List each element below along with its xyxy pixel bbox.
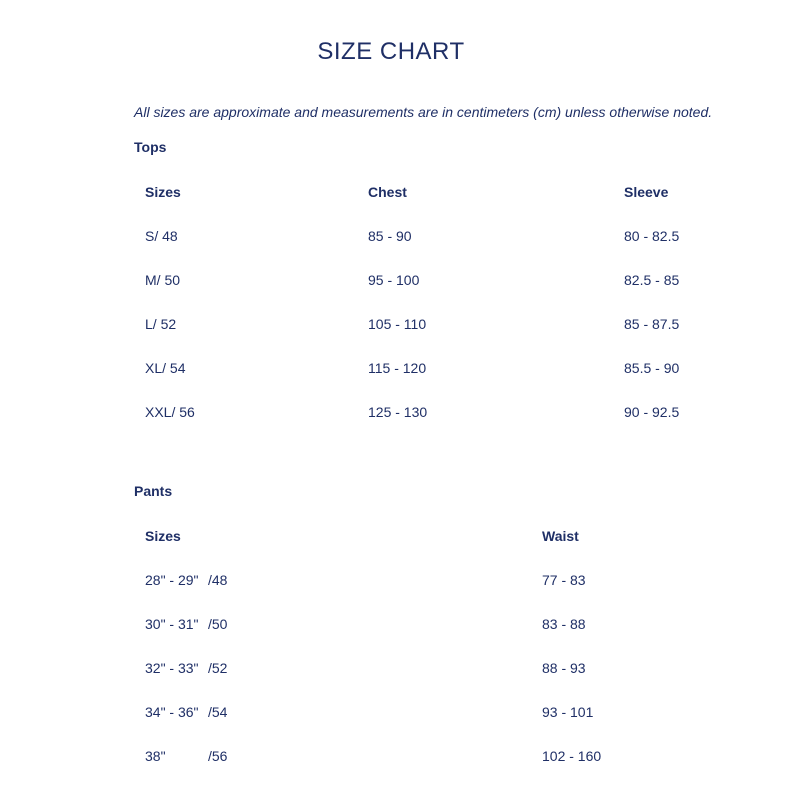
pants-waist: 88 - 93 [542, 660, 586, 676]
pants-table [145, 528, 705, 792]
tops-chest: 115 - 120 [368, 360, 427, 376]
pants-size-inches: 28" - 29" [145, 572, 199, 588]
pants-header-row [145, 528, 705, 572]
pants-heading: Pants [134, 483, 173, 499]
table-row [145, 572, 705, 616]
pants-size-code: /48 [208, 572, 228, 588]
tops-sleeve: 80 - 82.5 [624, 228, 680, 244]
tops-heading: Tops [134, 139, 167, 155]
pants-waist: 93 - 101 [542, 704, 594, 720]
pants-waist: 83 - 88 [542, 616, 586, 632]
measurement-note: All sizes are approximate and measurements are in centimeters (cm) unless otherwise noted. [134, 104, 713, 120]
pants-size-inches: 38" [145, 748, 166, 764]
tops-header-row [145, 184, 705, 228]
tops-sleeve: 82.5 - 85 [624, 272, 680, 288]
table-row [145, 272, 705, 316]
pants-waist: 102 - 160 [542, 748, 602, 764]
table-row [145, 616, 705, 660]
tops-chest: 105 - 110 [368, 316, 427, 332]
pants-size-code: /52 [208, 660, 228, 676]
table-row [145, 316, 705, 360]
table-row [145, 748, 705, 792]
table-row [145, 360, 705, 404]
table-row [145, 704, 705, 748]
tops-col-sizes: Sizes [145, 184, 181, 200]
tops-chest: 95 - 100 [368, 272, 420, 288]
tops-size: L/ 52 [145, 316, 177, 332]
table-row [145, 228, 705, 272]
table-row [145, 404, 705, 448]
pants-size-code: /50 [208, 616, 228, 632]
pants-waist: 77 - 83 [542, 572, 586, 588]
tops-col-sleeve: Sleeve [624, 184, 669, 200]
pants-col-waist: Waist [542, 528, 579, 544]
tops-size: XL/ 54 [145, 360, 186, 376]
tops-chest: 125 - 130 [368, 404, 428, 420]
tops-table [145, 184, 705, 448]
pants-col-sizes: Sizes [145, 528, 181, 544]
tops-col-chest: Chest [368, 184, 407, 200]
tops-sleeve: 85.5 - 90 [624, 360, 680, 376]
tops-size: XXL/ 56 [145, 404, 195, 420]
tops-size: M/ 50 [145, 272, 181, 288]
tops-sleeve: 85 - 87.5 [624, 316, 680, 332]
pants-size-code: /54 [208, 704, 228, 720]
table-row [145, 660, 705, 704]
pants-size-inches: 34" - 36" [145, 704, 199, 720]
pants-size-inches: 30" - 31" [145, 616, 199, 632]
page-title: SIZE CHART [317, 38, 465, 65]
tops-size: S/ 48 [145, 228, 178, 244]
tops-chest: 85 - 90 [368, 228, 412, 244]
pants-size-code: /56 [208, 748, 228, 764]
tops-sleeve: 90 - 92.5 [624, 404, 680, 420]
pants-size-inches: 32" - 33" [145, 660, 199, 676]
